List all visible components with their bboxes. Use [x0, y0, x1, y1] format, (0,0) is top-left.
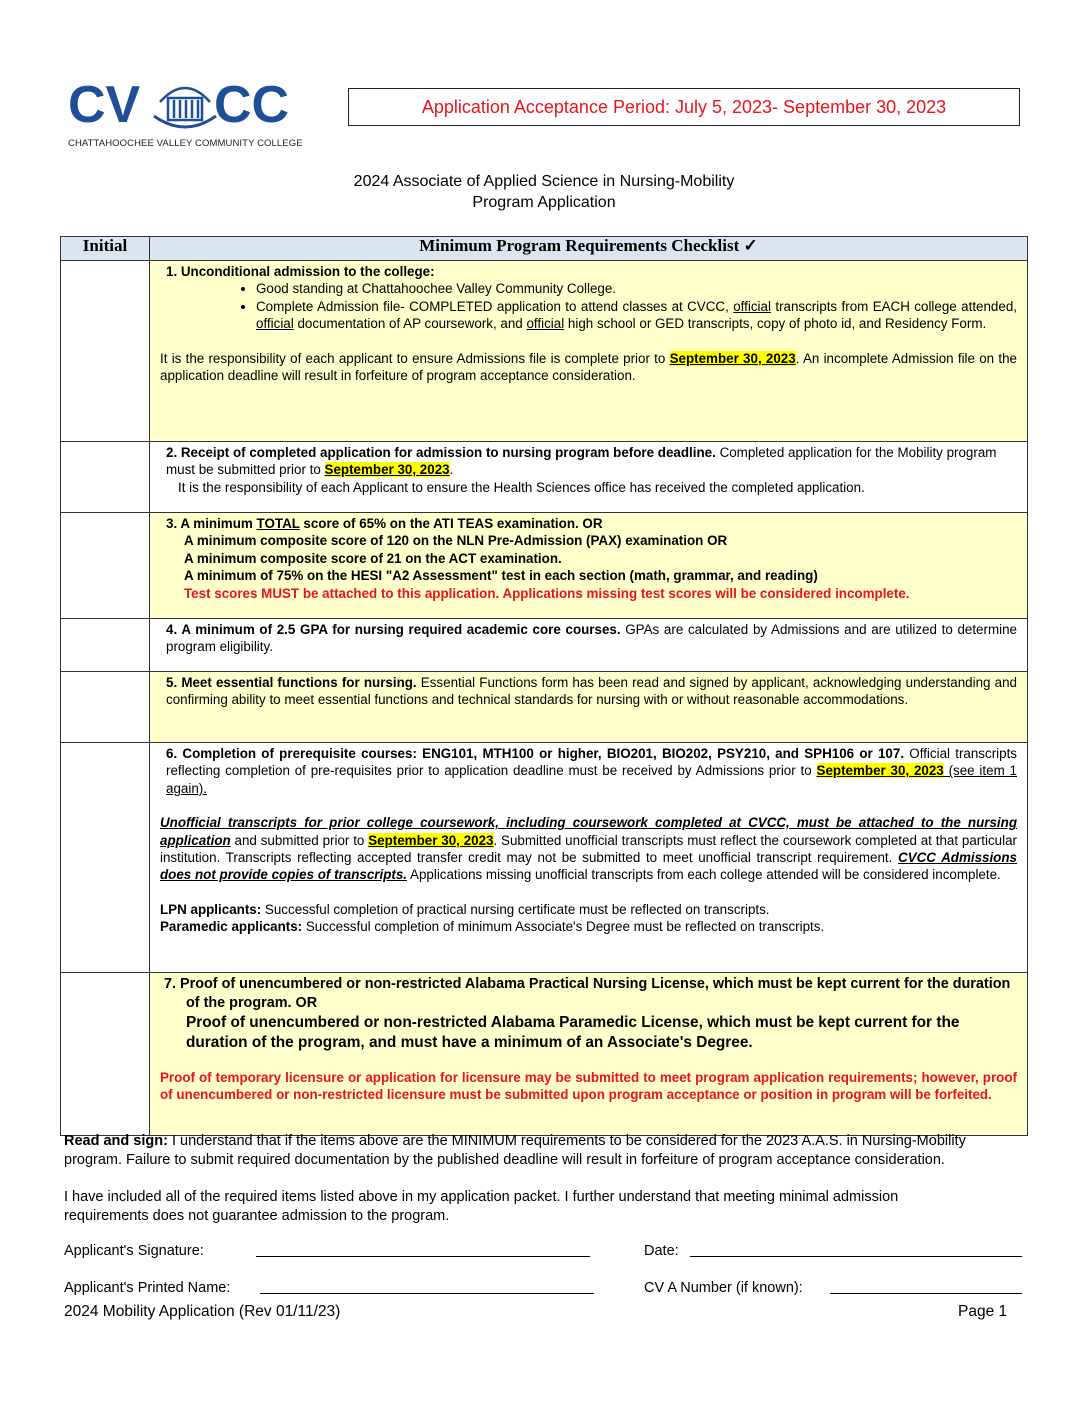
date-label: Date: [644, 1243, 679, 1259]
text: official [256, 316, 294, 332]
requirement-row-3 [61, 513, 1028, 619]
table-header-row [61, 237, 1028, 261]
revision-note: 2024 Mobility Application (Rev 01/11/23) [64, 1303, 341, 1320]
text: I understand that if the items above are the MINIMUM requirements to be considered for the 2023 A.A.S. in Nursing-Mobility program. Failure to submit required documentation by the published deadline will result in forfeiture of program acceptance consideration. [64, 1133, 966, 1168]
text: transcripts from EACH college attended, [770, 298, 1017, 314]
req3-line3: A minimum composite score of 21 on the ACT examination. [184, 550, 562, 566]
text: 3. A minimum [166, 516, 257, 531]
req7-line1: 7. Proof of unencumbered or non-restricted Alabama Practical Nursing License, which must be kept current for the duration of the program. OR [164, 976, 1011, 1011]
requirement-row-1 [61, 261, 1028, 442]
requirement-row-4 [61, 619, 1028, 672]
text: 5. Meet essential functions for nursing. [166, 675, 417, 690]
deadline-date: September 30, 2023 [324, 462, 450, 478]
logo-cv: CV [68, 76, 141, 134]
text: . [449, 462, 454, 478]
text: . Submitted unofficial transcripts must reflect the coursework completed at that particular institution. Transcripts reflecting accepted transfer credit may not be submitted to meet unofficial transcript requirement. [160, 832, 1017, 866]
text: LPN applicants: [160, 901, 262, 917]
text: high school or GED transcripts, copy of photo id, and Residency Form. [564, 316, 987, 332]
req7-warning: Proof of temporary licensure or application for licensure may be submitted to meet program application requirements; however, proof of unencumbered or non-restricted licensure must be submitted upon program acceptance or position in program will be forfeited. [160, 1070, 1017, 1103]
text: official [526, 316, 565, 332]
req6-text [160, 745, 1017, 797]
initial-cell-2[interactable] [61, 442, 150, 513]
text: Unofficial transcripts for prior college coursework, including coursework completed at CVCC, must be attached to the nursing application [160, 815, 1017, 848]
req2-text [160, 444, 1017, 479]
requirements-table [60, 236, 1028, 1136]
req1-heading: 1. Unconditional admission to the college: [166, 264, 435, 279]
requirement-row-6 [61, 743, 1028, 973]
page-subtitle: Program Application [472, 194, 616, 211]
text: score of 65% on the ATI TEAS examination. OR [299, 516, 603, 531]
req6-paramedic [160, 918, 1017, 935]
text: Read and sign: [64, 1133, 168, 1149]
text: CVCC Admissions does not provide copies of transcripts. [160, 850, 1017, 883]
included-statement: I have included all of the required items listed above in my application packet. I further understand that meeting minimal admission requirements does not guarantee admission to the program. [64, 1189, 899, 1224]
signature-line[interactable] [256, 1256, 590, 1257]
req6-lpn [160, 901, 1017, 918]
initial-cell-1[interactable] [61, 261, 150, 442]
logo-cc: CC [214, 76, 290, 134]
text: Successful completion of minimum Associate's Degree must be reflected on transcripts. [302, 919, 825, 935]
text: and submitted prior to [230, 832, 369, 848]
date-line[interactable] [690, 1256, 1022, 1257]
col-checklist-header: Minimum Program Requirements Checklist ✓ [150, 237, 1028, 261]
req3-warning: Test scores MUST be attached to this application. Applications missing test scores will be considered incomplete. [184, 585, 910, 601]
signature-label: Applicant's Signature: [64, 1243, 204, 1259]
req1-bullet-2 [256, 298, 1017, 333]
deadline-date: September 30, 2023 [368, 832, 494, 848]
deadline-date: September 30, 2023 [669, 350, 796, 366]
requirement-6 [150, 743, 1028, 973]
text: 2. Receipt of completed application for admission to nursing program before deadline. [166, 445, 716, 460]
text: 4. A minimum of 2.5 GPA for nursing required academic core courses. [166, 622, 621, 637]
cvcc-logo-graphic [68, 72, 300, 138]
text: official [733, 298, 771, 314]
req1-paragraph [160, 350, 1017, 385]
printed-name-line[interactable] [260, 1293, 594, 1294]
text: Successful completion of practical nursing certificate must be reflected on transcripts. [261, 901, 770, 917]
requirement-4 [150, 619, 1028, 672]
building-icon [154, 88, 216, 127]
text: Complete Admission file- COMPLETED application to attend classes at CVCC, [256, 298, 734, 314]
requirement-row-7 [61, 973, 1028, 1136]
page-title: 2024 Associate of Applied Science in Nursing-Mobility [353, 173, 735, 190]
text: documentation of AP coursework, and [293, 316, 527, 332]
req2-line2: It is the responsibility of each Applicant to ensure the Health Sciences office has received the completed application. [178, 479, 865, 495]
printed-name-label: Applicant's Printed Name: [64, 1280, 231, 1296]
col-initial-header: Initial [61, 237, 150, 261]
cva-number-label: CV A Number (if known): [644, 1280, 803, 1296]
text: GPAs are calculated by Admissions and are utilized to determine program eligibility. [166, 622, 1017, 655]
req3-line4: A minimum of 75% on the HESI "A2 Assessment" test in each section (math, grammar, and reading) [184, 568, 818, 584]
req4-text [160, 621, 1017, 656]
text: Official transcripts reflecting completion of pre-requisites prior to application deadline must be received by Admissions prior to [166, 746, 1017, 779]
requirement-1 [150, 261, 1028, 442]
text: It is the responsibility of each applicant to ensure Admissions file is complete prior to [160, 350, 670, 366]
req5-text [160, 674, 1017, 709]
req3-line1 [160, 515, 1017, 532]
text: 6. Completion of prerequisite courses: ENG101, MTH100 or higher, BIO201, BIO202, PSY210, and SPH106 or 107. [166, 746, 905, 761]
req1-bullet-1: • Good standing at Chattahoochee Valley Community College. [256, 280, 1017, 297]
logo-subtitle: CHATTAHOOCHEE VALLEY COMMUNITY COLLEGE [68, 138, 303, 149]
initial-cell-7[interactable] [61, 973, 150, 1136]
req3-line2: A minimum composite score of 120 on the NLN Pre-Admission (PAX) examination OR [184, 533, 728, 549]
page-number: Page 1 [958, 1303, 1008, 1320]
text: (see item 1 again). [166, 763, 1017, 796]
text: . An incomplete Admission file on the application deadline will result in forfeiture of program acceptance consideration. [160, 350, 1017, 384]
cvcc-logo [68, 72, 303, 152]
requirement-5 [150, 672, 1028, 743]
requirement-row-5 [61, 672, 1028, 743]
initial-cell-4[interactable] [61, 619, 150, 672]
deadline-date: September 30, 2023 [816, 763, 944, 779]
text: Paramedic applicants: [160, 919, 303, 935]
initial-cell-5[interactable] [61, 672, 150, 743]
req1-list [160, 280, 1017, 332]
requirement-3 [150, 513, 1028, 619]
acceptance-period-banner: Application Acceptance Period: July 5, 2023- September 30, 2023 [348, 88, 1020, 126]
requirement-row-2 [61, 442, 1028, 513]
text: Applications missing unofficial transcripts from each college attended will be considered incomplete. [407, 867, 1001, 883]
text: TOTAL [256, 516, 300, 531]
requirement-7 [150, 973, 1028, 1136]
req6-paragraph [160, 814, 1017, 884]
read-and-sign [64, 1132, 1024, 1170]
req7-line2: Proof of unencumbered or non-restricted Alabama Paramedic License, which must be kept current for the duration of the program, and must have a minimum of an Associate's Degree. [186, 1014, 960, 1051]
cva-number-line[interactable] [830, 1293, 1022, 1294]
initial-cell-3[interactable] [61, 513, 150, 619]
requirement-2 [150, 442, 1028, 513]
text: Completed application for the Mobility program must be submitted prior to [166, 445, 997, 478]
text: Essential Functions form has been read and signed by applicant, acknowledging understanding and confirming ability to meet essential functions and technical standards for nursing with or without reasonable accommodations. [166, 675, 1017, 708]
initial-cell-6[interactable] [61, 743, 150, 973]
